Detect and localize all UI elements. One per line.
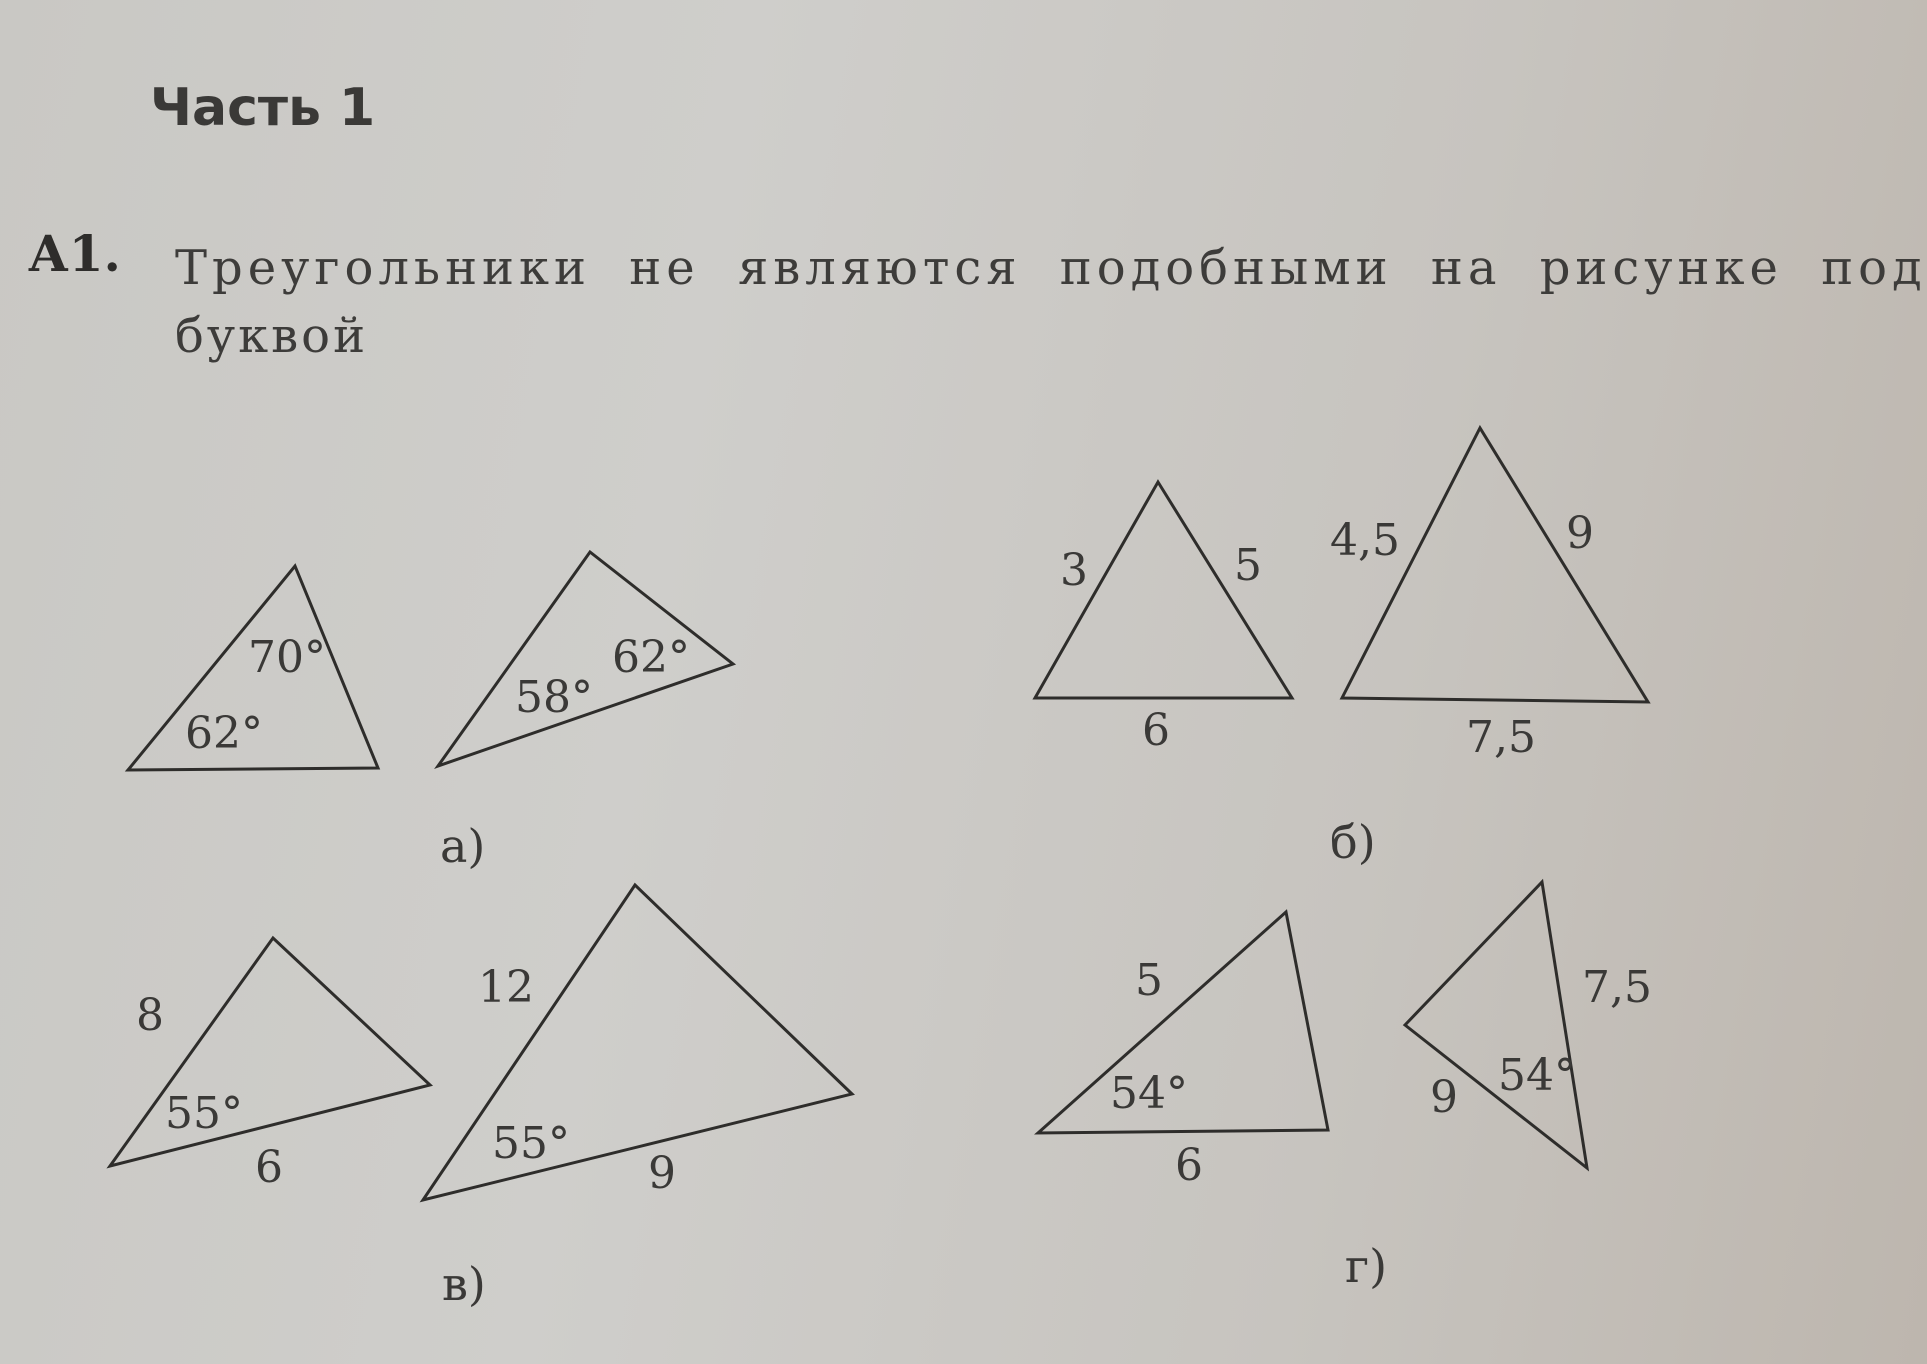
option-a-right-angle-right: 62° [612, 632, 690, 683]
option-a-right-angle-left: 58° [515, 672, 593, 723]
option-g-left-side-hyp: 5 [1135, 955, 1163, 1006]
option-b-left-side-right: 5 [1234, 540, 1262, 591]
option-a-group[interactable] [128, 552, 733, 873]
question-number: А1. [28, 224, 121, 283]
option-v-right-angle: 55° [492, 1118, 570, 1169]
option-v-left-angle: 55° [165, 1088, 243, 1139]
option-g-group[interactable] [1038, 882, 1652, 1293]
option-b-label[interactable]: б) [1330, 815, 1376, 869]
option-b-left-side-bottom: 6 [1142, 705, 1170, 756]
option-a-label[interactable]: а) [440, 819, 486, 873]
option-g-right-side-left: 9 [1430, 1072, 1458, 1123]
option-g-right-triangle [1405, 882, 1587, 1168]
option-g-label[interactable]: г) [1345, 1239, 1388, 1293]
question-text-line2: буквой [175, 308, 369, 364]
option-b-right-side-left: 4,5 [1330, 515, 1400, 566]
option-a-left-angle-left: 62° [185, 708, 263, 759]
option-g-left-side-bottom: 6 [1175, 1140, 1203, 1191]
option-v-right-side-bottom: 9 [648, 1148, 676, 1199]
option-v-left-triangle [110, 938, 430, 1166]
option-b-right-side-bottom: 7,5 [1466, 712, 1536, 763]
option-v-group[interactable] [110, 885, 852, 1311]
option-g-right-side-right: 7,5 [1582, 962, 1652, 1013]
option-b-left-side-left: 3 [1060, 545, 1088, 596]
option-v-right-triangle [423, 885, 852, 1200]
part-title: Часть 1 [150, 78, 376, 138]
option-g-left-angle: 54° [1110, 1068, 1188, 1119]
option-b-right-side-right: 9 [1566, 508, 1594, 559]
option-v-left-side-left: 8 [136, 990, 164, 1041]
option-a-left-angle-top: 70° [248, 632, 326, 683]
option-b-group[interactable] [1035, 428, 1648, 869]
option-v-left-side-bottom: 6 [255, 1142, 283, 1193]
question-text-line1: Треугольники не являются подобными на рисунке под [175, 240, 1927, 296]
option-v-right-side-left: 12 [478, 962, 534, 1013]
option-g-right-angle: 54° [1498, 1050, 1576, 1101]
option-v-label[interactable]: в) [442, 1257, 486, 1311]
